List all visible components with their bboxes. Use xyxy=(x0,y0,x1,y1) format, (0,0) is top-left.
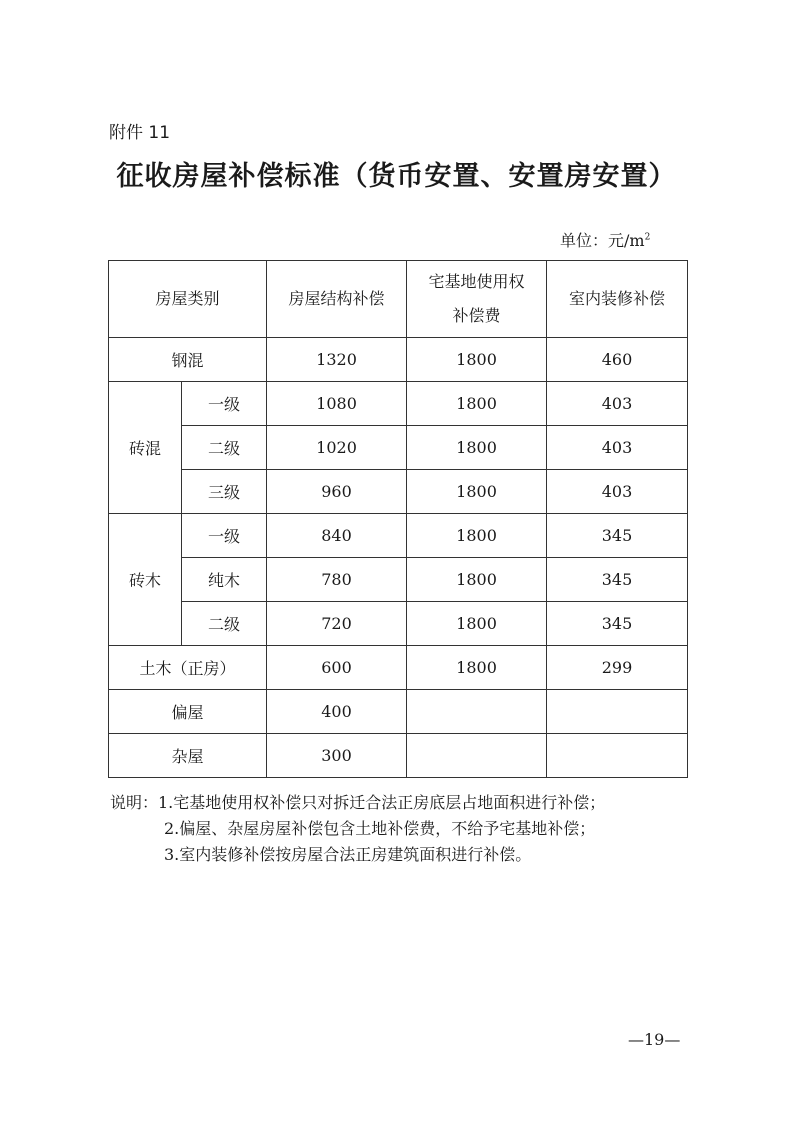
cell-grade: 一级 xyxy=(182,382,267,426)
cell-structure: 960 xyxy=(267,470,407,514)
attachment-label: 附件 11 xyxy=(109,123,171,143)
cell-homestead: 1800 xyxy=(407,470,547,514)
table-row xyxy=(109,558,688,602)
cell-structure: 400 xyxy=(267,690,407,734)
cell-decoration: 403 xyxy=(547,470,688,514)
cell-homestead: 1800 xyxy=(407,514,547,558)
cell-structure: 600 xyxy=(267,646,407,690)
cell-structure: 1020 xyxy=(267,426,407,470)
unit-text: 单位：元/m xyxy=(560,231,645,250)
page-number: —19— xyxy=(628,1030,681,1049)
cell-decoration: 345 xyxy=(547,602,688,646)
unit-superscript: 2 xyxy=(644,232,651,243)
cell-decoration: 345 xyxy=(547,514,688,558)
cell-grade: 纯木 xyxy=(182,558,267,602)
header-homestead xyxy=(407,261,547,338)
cell-decoration: 403 xyxy=(547,426,688,470)
cell-category: 砖木 xyxy=(109,514,182,646)
header-structure: 房屋结构补偿 xyxy=(267,261,407,338)
cell-grade: 二级 xyxy=(182,426,267,470)
cell-grade: 二级 xyxy=(182,602,267,646)
cell-grade: 三级 xyxy=(182,470,267,514)
page-title: 征收房屋补偿标准（货币安置、安置房安置） xyxy=(116,161,677,192)
cell-category: 钢混 xyxy=(109,338,267,382)
notes-block xyxy=(110,790,605,868)
cell-decoration: 299 xyxy=(547,646,688,690)
cell-decoration: 460 xyxy=(547,338,688,382)
cell-grade: 一级 xyxy=(182,514,267,558)
table-row xyxy=(109,646,688,690)
cell-category: 杂屋 xyxy=(109,734,267,778)
header-homestead-line2: 补偿费 xyxy=(452,306,501,325)
table-row xyxy=(109,382,688,426)
compensation-table xyxy=(108,260,688,778)
cell-structure: 1320 xyxy=(267,338,407,382)
table-row xyxy=(109,734,688,778)
table-row xyxy=(109,514,688,558)
table-row xyxy=(109,470,688,514)
note-line: 3.室内装修补偿按房屋合法正房建筑面积进行补偿。 xyxy=(164,845,532,864)
table-row xyxy=(109,602,688,646)
cell-homestead: 1800 xyxy=(407,426,547,470)
cell-homestead-empty xyxy=(407,734,547,778)
note-line: 2.偏屋、杂屋房屋补偿包含土地补偿费，不给予宅基地补偿； xyxy=(164,819,596,838)
cell-decoration: 345 xyxy=(547,558,688,602)
cell-structure: 1080 xyxy=(267,382,407,426)
cell-homestead-empty xyxy=(407,690,547,734)
cell-structure: 720 xyxy=(267,602,407,646)
cell-structure: 300 xyxy=(267,734,407,778)
header-decoration: 室内装修补偿 xyxy=(547,261,688,338)
cell-category: 偏屋 xyxy=(109,690,267,734)
unit-label xyxy=(560,228,650,251)
cell-decoration: 403 xyxy=(547,382,688,426)
table-row xyxy=(109,338,688,382)
table-header-row xyxy=(109,261,688,338)
cell-category: 砖混 xyxy=(109,382,182,514)
cell-homestead: 1800 xyxy=(407,602,547,646)
cell-structure: 780 xyxy=(267,558,407,602)
cell-homestead: 1800 xyxy=(407,558,547,602)
cell-homestead: 1800 xyxy=(407,382,547,426)
cell-decoration-empty xyxy=(547,734,688,778)
cell-category: 土木（正房） xyxy=(109,646,267,690)
header-category: 房屋类别 xyxy=(109,261,267,338)
cell-structure: 840 xyxy=(267,514,407,558)
header-homestead-line1: 宅基地使用权 xyxy=(428,272,525,291)
cell-homestead: 1800 xyxy=(407,338,547,382)
cell-decoration-empty xyxy=(547,690,688,734)
table-row xyxy=(109,426,688,470)
cell-homestead: 1800 xyxy=(407,646,547,690)
table-row xyxy=(109,690,688,734)
note-line: 说明：1.宅基地使用权补偿只对拆迁合法正房底层占地面积进行补偿； xyxy=(110,793,606,812)
